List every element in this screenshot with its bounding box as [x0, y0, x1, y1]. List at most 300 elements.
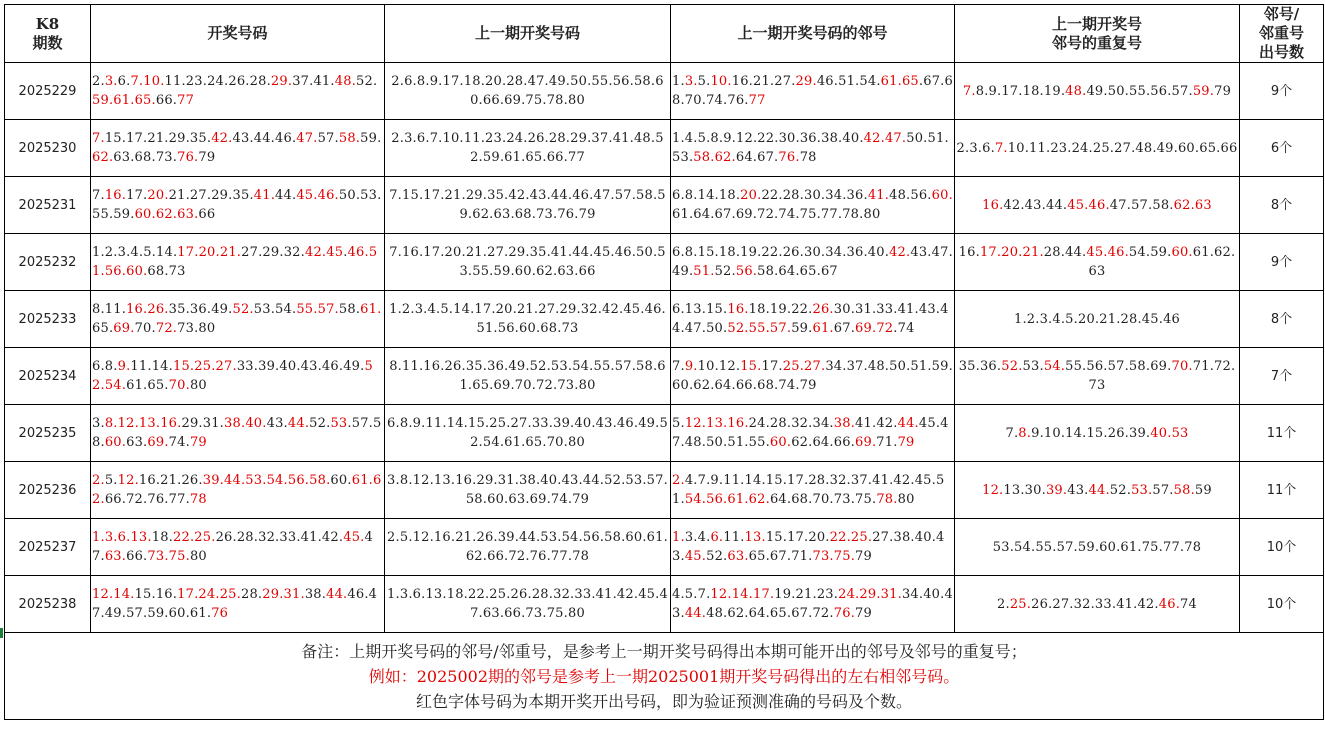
period-cell: 2025232 — [5, 234, 91, 291]
hit-number: 12. — [92, 587, 114, 602]
number-text: 79 — [198, 150, 216, 165]
period-cell: 2025233 — [5, 291, 91, 348]
hit-number: 46. — [1158, 596, 1181, 612]
hit-number: 31. — [880, 587, 902, 602]
hit-number: 61. — [880, 74, 902, 89]
hit-count-cell: 10个 — [1240, 519, 1324, 576]
hit-number: 58. — [693, 150, 715, 165]
hit-number: 47. — [884, 131, 907, 146]
number-text: 80 — [189, 549, 207, 564]
number-text: 11.23.24.26.28. — [164, 74, 271, 89]
repeats-cell — [955, 462, 1240, 519]
hit-number: 54. — [1043, 359, 1066, 374]
number-text: 2.3.6. — [956, 140, 995, 156]
number-text: 59 — [1194, 482, 1212, 498]
hit-number: 55. — [748, 321, 770, 336]
hit-number: 55. — [296, 302, 318, 317]
period-cell: 2025235 — [5, 405, 91, 462]
hit-number: 75. — [833, 549, 856, 564]
hit-number: 62. — [748, 492, 770, 507]
number-text: 6.8.15.18.19.22.26.30.34.36.40. — [672, 245, 890, 260]
number-text: 7. — [92, 188, 105, 203]
hit-number: 61. — [727, 492, 749, 507]
hit-number: 15. — [740, 359, 762, 374]
hit-number: 29. — [795, 74, 817, 89]
hit-number: 58. — [1173, 482, 1195, 498]
number-text: 15.17.20. — [765, 530, 830, 545]
number-text: 42.43.44. — [1003, 197, 1068, 213]
draw-numbers-cell — [91, 519, 385, 576]
number-text: 11. — [723, 530, 745, 545]
hit-number: 59. — [92, 93, 114, 108]
note-line-2: 例如：2025002期的邻号是参考上一期2025001期开奖号码得出的左右相邻号码。 — [368, 666, 960, 686]
hit-number: 10. — [710, 74, 732, 89]
hit-number: 61. — [360, 302, 382, 317]
hit-number: 45. — [1086, 245, 1108, 260]
number-text: 52. — [714, 264, 736, 279]
header-previous-draw: 上一期开奖号码 — [385, 5, 671, 63]
hit-number: 6. — [710, 530, 724, 545]
number-text: 24.28.32.34. — [748, 416, 834, 431]
draw-numbers-cell — [91, 576, 385, 633]
number-text: 57. — [1152, 482, 1174, 498]
number-text: 2.5.12.16.21.26.39.44.53.54.56.58.60.61.62.66.72.76.77.78 — [387, 530, 668, 564]
header-draw-numbers: 开奖号码 — [91, 5, 385, 63]
hit-number: 7. — [92, 131, 105, 146]
hit-number: 56. — [735, 264, 758, 279]
hit-number: 16. — [104, 188, 127, 203]
hit-number: 20. — [1001, 245, 1023, 260]
hit-number: 41. — [867, 188, 890, 203]
hit-number: 12. — [982, 482, 1004, 498]
hit-number: 6. — [117, 530, 131, 545]
number-text: 80 — [897, 492, 915, 507]
number-text: 1.2.3.4.5.14. — [92, 245, 178, 260]
number-text: 64.68.70.73.75. — [769, 492, 877, 507]
hit-number: 22. — [829, 530, 851, 545]
hit-number: 2. — [92, 473, 105, 488]
hit-number: 70. — [1171, 359, 1193, 374]
number-text: 50.51.53. — [672, 131, 949, 165]
number-text: 63. — [126, 435, 148, 450]
table-row — [5, 348, 1324, 405]
hit-number: 69. — [855, 435, 877, 450]
hit-number: 63. — [104, 549, 127, 564]
hit-number: 12. — [710, 587, 732, 602]
number-text: 37.41. — [292, 74, 335, 89]
hit-number: 20. — [198, 245, 220, 260]
number-text: 35.36. — [958, 359, 1002, 374]
number-text: 16. — [958, 245, 980, 260]
draw-numbers-cell — [91, 120, 385, 177]
hit-number: 40. — [1150, 425, 1172, 441]
hit-number: 25. — [194, 530, 216, 545]
number-text: 8.11.16.26.35.36.49.52.53.54.55.57.58.61.65.69.70.72.73.80 — [389, 359, 666, 393]
hit-number: 65 — [901, 74, 919, 89]
number-text: 2. — [997, 596, 1010, 612]
hit-number: 51. — [92, 245, 378, 279]
neighbors-cell — [671, 120, 955, 177]
number-text: 10.11.23.24.25.27.48.49.60.65.66 — [1007, 140, 1238, 156]
hit-number: 27. — [215, 359, 237, 374]
number-text: 27.38.40.43. — [672, 530, 945, 564]
hit-number: 45. — [684, 549, 707, 564]
hit-number: 70. — [168, 378, 190, 393]
number-text: 80 — [189, 378, 207, 393]
number-text: 74. — [168, 435, 190, 450]
hit-number: 8. — [1018, 425, 1032, 441]
number-text: 63.68.73. — [113, 150, 178, 165]
number-text: 2.3.6.7.10.11.23.24.26.28.29.37.41.48.52.59.61.65.66.77 — [391, 131, 664, 165]
number-text: 8.9.17.18.19. — [975, 83, 1066, 99]
hit-number: 45. — [1067, 197, 1089, 213]
hit-number: 17. — [177, 245, 199, 260]
header-row — [5, 5, 1324, 63]
number-text: 73.80 — [177, 321, 216, 336]
number-text: 6.8. — [92, 359, 118, 374]
repeats-cell — [955, 120, 1240, 177]
number-text: 33.39.40.43.46.49. — [236, 359, 365, 374]
hit-number: 62. — [1173, 197, 1195, 213]
hit-number: 53. — [1131, 482, 1153, 498]
repeats-cell — [955, 177, 1240, 234]
hit-number: 14. — [731, 587, 753, 602]
number-text: 6. — [117, 74, 131, 89]
repeats-cell — [955, 348, 1240, 405]
number-text: 1.4.5.8.9.12.22.30.36.38.40. — [672, 131, 864, 146]
number-text: 48.56. — [889, 188, 932, 203]
hit-number: 42. — [863, 131, 885, 146]
previous-draw-cell — [385, 234, 671, 291]
number-text: .74 — [893, 321, 915, 336]
hit-number: 42. — [211, 131, 233, 146]
hit-number: 76. — [177, 150, 199, 165]
hit-number: 7. — [994, 140, 1008, 156]
hit-number: 44. — [224, 473, 246, 488]
hit-number: 42. — [889, 245, 911, 260]
draw-numbers-cell — [91, 405, 385, 462]
number-text: 22.28.30.34.36. — [761, 188, 868, 203]
number-text: 1.3.6.13.18.22.25.26.28.32.33.41.42.45.47.63.66.73.75.80 — [387, 587, 668, 621]
number-text: 58. — [338, 302, 361, 317]
number-text: 53.54. — [253, 302, 297, 317]
hit-number: 60. — [126, 264, 148, 279]
hit-number: 39. — [1045, 482, 1068, 498]
number-text: 1. — [672, 74, 685, 89]
hit-number: 2. — [672, 473, 685, 488]
hit-number: 46. — [1088, 197, 1110, 213]
number-text: 66. — [126, 549, 148, 564]
hit-number: 45. — [296, 188, 318, 203]
number-text: 7.16.17.20.21.27.29.35.41.44.45.46.50.53.55.59.60.62.63.66 — [389, 245, 666, 279]
number-text: 68.73 — [147, 264, 186, 279]
previous-draw-cell — [385, 519, 671, 576]
number-text: 65.67.71. — [748, 549, 813, 564]
table-row — [5, 120, 1324, 177]
number-text: 3.8.12.13.16.29.31.38.40.43.44.52.53.57.58.60.63.69.74.79 — [387, 473, 668, 507]
hit-number: 45. — [343, 530, 365, 545]
hit-number: 79 — [897, 435, 915, 450]
hit-number: 78 — [189, 492, 207, 507]
hit-number: 62. — [92, 150, 114, 165]
hit-number: 17. — [177, 587, 199, 602]
hit-number: 78. — [876, 492, 898, 507]
number-text: 64.67. — [735, 150, 779, 165]
note-line-1: 备注：上期开奖号码的邻号/邻重号，是参考上一期开奖号码得出本期可能开出的邻号及邻号的重复号； — [301, 641, 1027, 661]
hit-number: 58. — [309, 473, 331, 488]
hit-number: 20. — [740, 188, 762, 203]
hit-number: 40. — [245, 416, 267, 431]
draw-numbers-cell — [91, 291, 385, 348]
number-text: 66 — [198, 207, 216, 222]
number-text: 47. — [92, 530, 373, 564]
previous-draw-cell — [385, 348, 671, 405]
hit-count-cell: 9个 — [1240, 63, 1324, 120]
number-text: 8.11. — [92, 302, 127, 317]
repeats-cell — [955, 576, 1240, 633]
number-text: 18. — [151, 530, 173, 545]
number-text: 4.5.7. — [672, 587, 711, 602]
hit-number: 41. — [253, 188, 276, 203]
previous-draw-cell — [385, 405, 671, 462]
neighbors-cell — [671, 519, 955, 576]
neighbors-cell — [671, 234, 955, 291]
hit-number: 7. — [130, 74, 144, 89]
table-row — [5, 576, 1324, 633]
number-text: 48.62.64.65.67.72. — [706, 606, 834, 621]
hit-number: 25. — [1009, 596, 1032, 612]
hit-number: 10. — [143, 74, 165, 89]
hit-number: 39. — [202, 473, 225, 488]
hit-number: 12. — [117, 473, 139, 488]
number-text: 26.27.32.33.41.42. — [1031, 596, 1159, 612]
hit-number: 25. — [850, 530, 873, 545]
lottery-neighbor-table — [4, 4, 1324, 720]
draw-numbers-cell — [91, 177, 385, 234]
draw-numbers-cell — [91, 462, 385, 519]
hit-number: 54. — [266, 473, 288, 488]
header-previous-neighbors: 上一期开奖号码的邻号 — [671, 5, 955, 63]
number-text: 34.37.48.50.51.59.60.62.64.66.68.74.79 — [672, 359, 953, 393]
hit-number: 21. — [219, 245, 242, 260]
hit-number: 69. — [855, 321, 877, 336]
number-text: 15.16. — [134, 587, 178, 602]
hit-number: 61. — [113, 93, 135, 108]
hit-number: 14. — [113, 587, 135, 602]
hit-number: 59. — [1192, 83, 1215, 99]
hit-number: 52. — [727, 321, 749, 336]
number-text: 17. — [126, 188, 148, 203]
hit-number: 17. — [752, 587, 775, 602]
period-cell: 2025236 — [5, 462, 91, 519]
table-row — [5, 462, 1324, 519]
period-cell: 2025238 — [5, 576, 91, 633]
hit-number: 13. — [130, 530, 152, 545]
hit-number: 53 — [330, 416, 348, 431]
hit-number: 16. — [160, 416, 182, 431]
hit-count-cell: 11个 — [1240, 405, 1324, 462]
number-text: 61.64.67.69.72.74.75.77.78.80 — [672, 207, 881, 222]
hit-count-cell: 8个 — [1240, 177, 1324, 234]
repeats-cell — [955, 519, 1240, 576]
hit-number: 22. — [173, 530, 195, 545]
draw-numbers-cell — [91, 348, 385, 405]
number-text: 26.28.32.33.41.42. — [215, 530, 344, 545]
hit-number: 29. — [270, 74, 293, 89]
hit-number: 53 — [1171, 425, 1189, 441]
hit-number: 21. — [1022, 245, 1044, 260]
hit-number: 69. — [113, 321, 135, 336]
number-text: 5. — [697, 74, 711, 89]
hit-number: 9. — [684, 359, 698, 374]
number-text: 41.42. — [855, 416, 898, 431]
number-text: 53. — [1022, 359, 1044, 374]
hit-number: 3. — [104, 74, 118, 89]
number-text: 6.8.9.11.14.15.25.27.33.39.40.43.46.49.52.54.61.65.70.80 — [387, 416, 668, 450]
number-text: 79 — [855, 549, 872, 564]
neighbors-cell — [671, 63, 955, 120]
neighbors-cell — [671, 462, 955, 519]
number-text: 6.13.15. — [672, 302, 728, 317]
draw-numbers-cell — [91, 63, 385, 120]
previous-draw-cell — [385, 462, 671, 519]
number-text: . — [347, 473, 352, 488]
number-text: 28. — [240, 587, 263, 602]
number-text: .57.58. — [92, 416, 382, 450]
number-text: 1.2.3.4.5.14.17.20.21.27.29.32.42.45.46.51.56.60.68.73 — [389, 302, 666, 336]
number-text: 21.27.29.35. — [168, 188, 254, 203]
number-text: 50.53.55.59. — [92, 188, 382, 222]
number-text: 1.2.3.4.5.20.21.28.45.46 — [1013, 311, 1181, 327]
hit-number: 27. — [804, 359, 826, 374]
number-text: 52. — [706, 549, 728, 564]
hit-count-cell: 10个 — [1240, 576, 1324, 633]
hit-number: 54. — [104, 378, 127, 393]
number-text: 70. — [134, 321, 156, 336]
number-text: 4. — [697, 530, 711, 545]
number-text: 15.17.21.29.35. — [104, 131, 212, 146]
hit-number: 44. — [684, 606, 707, 621]
hit-number: 47. — [296, 131, 318, 146]
number-text: 61.62.63 — [1088, 245, 1236, 279]
number-text: 5. — [104, 473, 118, 488]
number-text: 46.51.54. — [816, 74, 881, 89]
number-text: 58.64.65.67 — [757, 264, 838, 279]
period-cell: 2025237 — [5, 519, 91, 576]
hit-number: 52. — [92, 359, 373, 393]
number-text: 16.21.26. — [138, 473, 203, 488]
hit-number: 58. — [338, 131, 361, 146]
hit-number: 48. — [334, 74, 357, 89]
number-text: 3. — [684, 530, 698, 545]
hit-number: 75. — [168, 549, 190, 564]
hit-number: 16. — [982, 197, 1004, 213]
hit-number: 31. — [283, 587, 305, 602]
number-text: 3. — [92, 416, 105, 431]
note-line-3: 红色字体号码为本期开奖开出号码，即为验证预测准确的号码及个数。 — [415, 691, 912, 711]
hit-number: 72 — [876, 321, 894, 336]
hit-number: 48. — [1065, 83, 1087, 99]
number-text: 9.10.14.15.26.39. — [1031, 425, 1151, 441]
hit-number: 56. — [706, 492, 728, 507]
hit-number: 61. — [812, 321, 834, 336]
hit-number: 62. — [155, 207, 178, 222]
number-text: 11.14. — [130, 359, 173, 374]
hit-number: 44. — [326, 587, 348, 602]
number-text: 45.47.48.50.51.55. — [672, 416, 949, 450]
hit-number: 53. — [245, 473, 267, 488]
previous-draw-cell — [385, 177, 671, 234]
number-text: 66. — [155, 93, 178, 108]
hit-number: 77 — [177, 93, 195, 108]
number-text: 27.29.32. — [241, 245, 305, 260]
hit-number: 73. — [147, 549, 169, 564]
draw-numbers-cell — [91, 234, 385, 291]
hit-number: 56. — [287, 473, 310, 488]
table-row — [5, 63, 1324, 120]
hit-number: 46. — [317, 188, 339, 203]
header-hit-count: 邻号/ 邻重号 出号数 — [1240, 5, 1324, 63]
hit-number: 44. — [897, 416, 919, 431]
number-text: 52. — [309, 416, 331, 431]
header-period: K8 期数 — [5, 5, 91, 63]
number-text: 2.6.8.9.17.18.20.28.47.49.50.55.56.58.60.66.69.75.78.80 — [391, 74, 664, 108]
number-text: 61.65. — [126, 378, 169, 393]
table-row — [5, 177, 1324, 234]
number-text: 46.47.49.57.59.60.61. — [92, 587, 378, 621]
number-text: 13.30. — [1003, 482, 1046, 498]
number-text: 52. — [1109, 482, 1132, 498]
hit-number: 26. — [147, 302, 169, 317]
number-text: 78 — [799, 150, 817, 165]
period-cell: 2025234 — [5, 348, 91, 405]
hit-number: 62. — [92, 473, 382, 507]
number-text: 16.21.27. — [731, 74, 796, 89]
hit-number: 17. — [979, 245, 1002, 260]
neighbors-cell — [671, 405, 955, 462]
hit-number: 44. — [287, 416, 310, 431]
hit-number: 76. — [833, 606, 856, 621]
number-text: 38. — [304, 587, 327, 602]
hit-number: 63 — [1194, 197, 1212, 213]
hit-number: 24. — [198, 587, 220, 602]
cell-selection-marker — [0, 628, 3, 638]
number-text: 19.21.23. — [774, 587, 839, 602]
previous-draw-cell — [385, 63, 671, 120]
hit-number: 56. — [104, 264, 127, 279]
hit-number: 69. — [147, 435, 169, 450]
number-text: 49.50.55.56.57. — [1086, 83, 1193, 99]
number-text: 67. — [833, 321, 856, 336]
hit-count-cell: 9个 — [1240, 234, 1324, 291]
hit-number: 63. — [177, 207, 199, 222]
hit-number: 1. — [92, 530, 105, 545]
number-text: 62.64.66. — [791, 435, 856, 450]
previous-draw-cell — [385, 120, 671, 177]
neighbors-cell — [671, 291, 955, 348]
hit-number: 20. — [147, 188, 169, 203]
previous-draw-cell — [385, 576, 671, 633]
table-row — [5, 405, 1324, 462]
hit-number: 42. — [304, 245, 327, 260]
hit-number: 76. — [778, 150, 800, 165]
hit-number: 13. — [744, 530, 766, 545]
number-text: 34.40.43. — [672, 587, 953, 621]
hit-count-cell: 8个 — [1240, 291, 1324, 348]
notes-row — [5, 633, 1324, 720]
number-text: 71. — [876, 435, 898, 450]
hit-number: 26. — [812, 302, 834, 317]
